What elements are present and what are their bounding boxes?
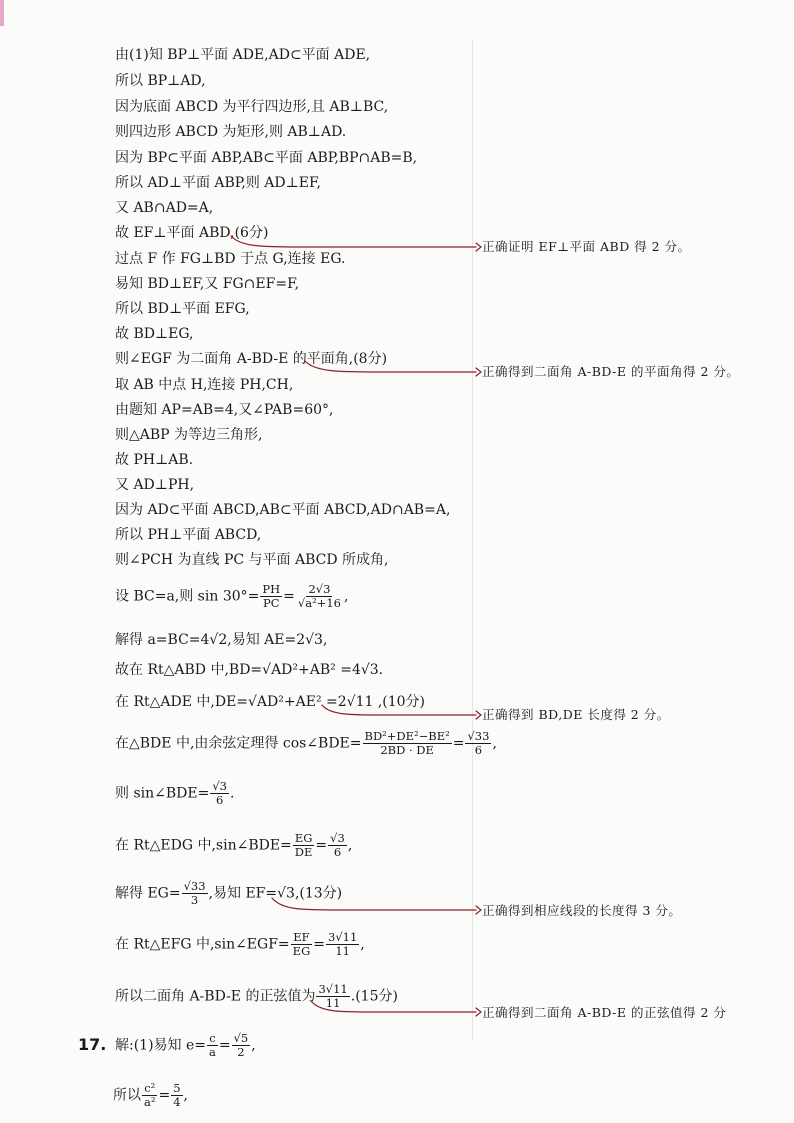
solution-line-score-8: 则∠EGF 为二面角 A-BD-E 的平面角,(8分) xyxy=(115,351,388,367)
equation-eg-score-13: 解得 EG= $\frac{√33}{3}$ ,易知 EF=√3,(13分) xyxy=(115,879,343,907)
solution-line: 由(1)知 BP⊥平面 ADE,AD⊂平面 ADE, xyxy=(115,47,371,63)
margin-note-plane-angle: 正确得到二面角 A-BD-E 的平面角得 2 分。 xyxy=(482,364,740,379)
arrow-proof-ef xyxy=(231,236,476,247)
fraction: $\frac{√5}{2}$ xyxy=(233,1031,249,1059)
fraction: $\frac{EF}{EG}$ xyxy=(292,930,311,958)
fraction: $\frac{3√11}{11}$ xyxy=(328,930,358,958)
equation-final-sine-score-15: 所以二面角 A-BD-E 的正弦值为 $\frac{3√11}{11}$ .(15分) xyxy=(115,982,398,1010)
fraction: $\frac{5}{4}$ xyxy=(173,1081,181,1109)
fraction: $\frac{\text{c²}}{\text{a²}}$ xyxy=(144,1081,156,1109)
solution-line: 过点 F 作 FG⊥BD 于点 G,连接 EG. xyxy=(115,251,346,267)
fraction: $\frac{\text{BD²+DE²−BE²}}{2BD \cdot DE}$ xyxy=(364,729,450,757)
fraction: $\frac{√33}{6}$ xyxy=(467,729,490,757)
equation-solve-a: 解得 a=BC=4√2,易知 AE=2√3, xyxy=(115,632,328,648)
problem17-line2: 所以 $\frac{\text{c²}}{\text{a²}}$ = $\frac{5}{4}$ , xyxy=(113,1081,188,1109)
solution-line: 故 PH⊥AB. xyxy=(115,452,194,468)
arrow-segment-length xyxy=(272,898,476,910)
solution-line: 则△ABP 为等边三角形, xyxy=(115,427,263,443)
fraction: $\frac{EG}{DE}$ xyxy=(294,831,313,859)
solution-line: 又 AD⊥PH, xyxy=(115,477,195,493)
equation-bd: 故在 Rt△ABD 中,BD=√AD²+AB² =4√3. xyxy=(115,662,384,678)
solution-line: 又 AB∩AD=A, xyxy=(115,200,214,216)
arrowhead-icon xyxy=(476,368,481,376)
problem17-line1: 解:(1)易知 e= $\frac{c}{a}$ = $\frac{√5}{2}$ , xyxy=(115,1031,256,1059)
solution-line: 所以 PH⊥平面 ABCD, xyxy=(115,527,262,543)
arrowhead-icon xyxy=(476,243,481,251)
solution-line: 所以 BP⊥AD, xyxy=(115,73,206,89)
arrow-bd-de xyxy=(322,705,476,715)
fraction: $\frac{√33}{3}$ xyxy=(183,879,206,907)
fraction: $\frac{2√3}{\text{√a²+16}}$ xyxy=(297,582,341,610)
solution-line: 因为 BP⊂平面 ABP,AB⊂平面 ABP,BP∩AB=B, xyxy=(115,150,418,166)
solution-line: 易知 BD⊥EF,又 FG∩EF=F, xyxy=(115,276,300,292)
margin-note-segment-length: 正确得到相应线段的长度得 3 分。 xyxy=(482,903,682,918)
solution-line-score-6: 故 EF⊥平面 ABD,(6分) xyxy=(115,225,269,241)
equation-rt-efg: 在 Rt△EFG 中,sin∠EGF= $\frac{EF}{EG}$ = $\frac{3√11}{11}$ , xyxy=(115,930,365,958)
fraction: $\frac{√3}{6}$ xyxy=(212,779,227,807)
arrowhead-icon xyxy=(476,711,481,719)
fraction: $\frac{3√11}{11}$ xyxy=(318,982,348,1010)
fraction: $\frac{c}{a}$ xyxy=(209,1031,216,1059)
equation-de-score-10: 在 Rt△ADE 中,DE=√AD²+AE² =2√11 ,(10分) xyxy=(115,694,426,710)
equation-sin-bde: 则 sin∠BDE= $\frac{√3}{6}$ . xyxy=(115,779,235,807)
arrowhead-icon xyxy=(476,1008,481,1016)
problem-number: 17. xyxy=(78,1035,107,1054)
solution-line: 则四边形 ABCD 为矩形,则 AB⊥AD. xyxy=(115,124,347,140)
arrow-final-sine xyxy=(311,1001,476,1012)
margin-note-bd-de-length: 正确得到 BD,DE 长度得 2 分。 xyxy=(482,707,670,722)
solution-line: 则∠PCH 为直线 PC 与平面 ABCD 所成角, xyxy=(115,552,389,568)
solution-line: 因为 AD⊂平面 ABCD,AB⊂平面 ABCD,AD∩AB=A, xyxy=(115,502,451,518)
solution-line: 所以 AD⊥平面 ABP,则 AD⊥EF, xyxy=(115,175,321,191)
solution-line: 取 AB 中点 H,连接 PH,CH, xyxy=(115,377,294,393)
fraction: $\frac{√3}{6}$ xyxy=(330,831,345,859)
equation-rt-edg: 在 Rt△EDG 中,sin∠BDE= $\frac{EG}{DE}$ = $\frac{√3}{6}$ , xyxy=(115,831,353,859)
solution-line: 所以 BD⊥平面 EFG, xyxy=(115,301,250,317)
margin-note-final-sine: 正确得到二面角 A-BD-E 的正弦值得 2 分 xyxy=(482,1005,727,1020)
fraction: $\frac{PH}{PC}$ xyxy=(262,582,281,610)
arrow-plane-angle xyxy=(305,361,476,372)
equation-cos-bde: 在△BDE 中,由余弦定理得 cos∠BDE= $\frac{\text{BD²+DE²−BE²}}{2BD \cdot DE}$ = $\frac{√33}{6}$ , xyxy=(115,729,497,757)
solution-line: 因为底面 ABCD 为平行四边形,且 AB⊥BC, xyxy=(115,99,389,115)
margin-note-proof-ef: 正确证明 EF⊥平面 ABD 得 2 分。 xyxy=(482,239,691,254)
equation-sin30: 设 BC=a,则 sin 30°= $\frac{PH}{PC}$ = $\frac{2√3}{\text{√a²+16}}$ , xyxy=(115,582,349,610)
solution-line: 由题知 AP=AB=4,又∠PAB=60°, xyxy=(115,402,334,418)
arrowhead-icon xyxy=(476,906,481,914)
solution-line: 故 BD⊥EG, xyxy=(115,326,194,342)
